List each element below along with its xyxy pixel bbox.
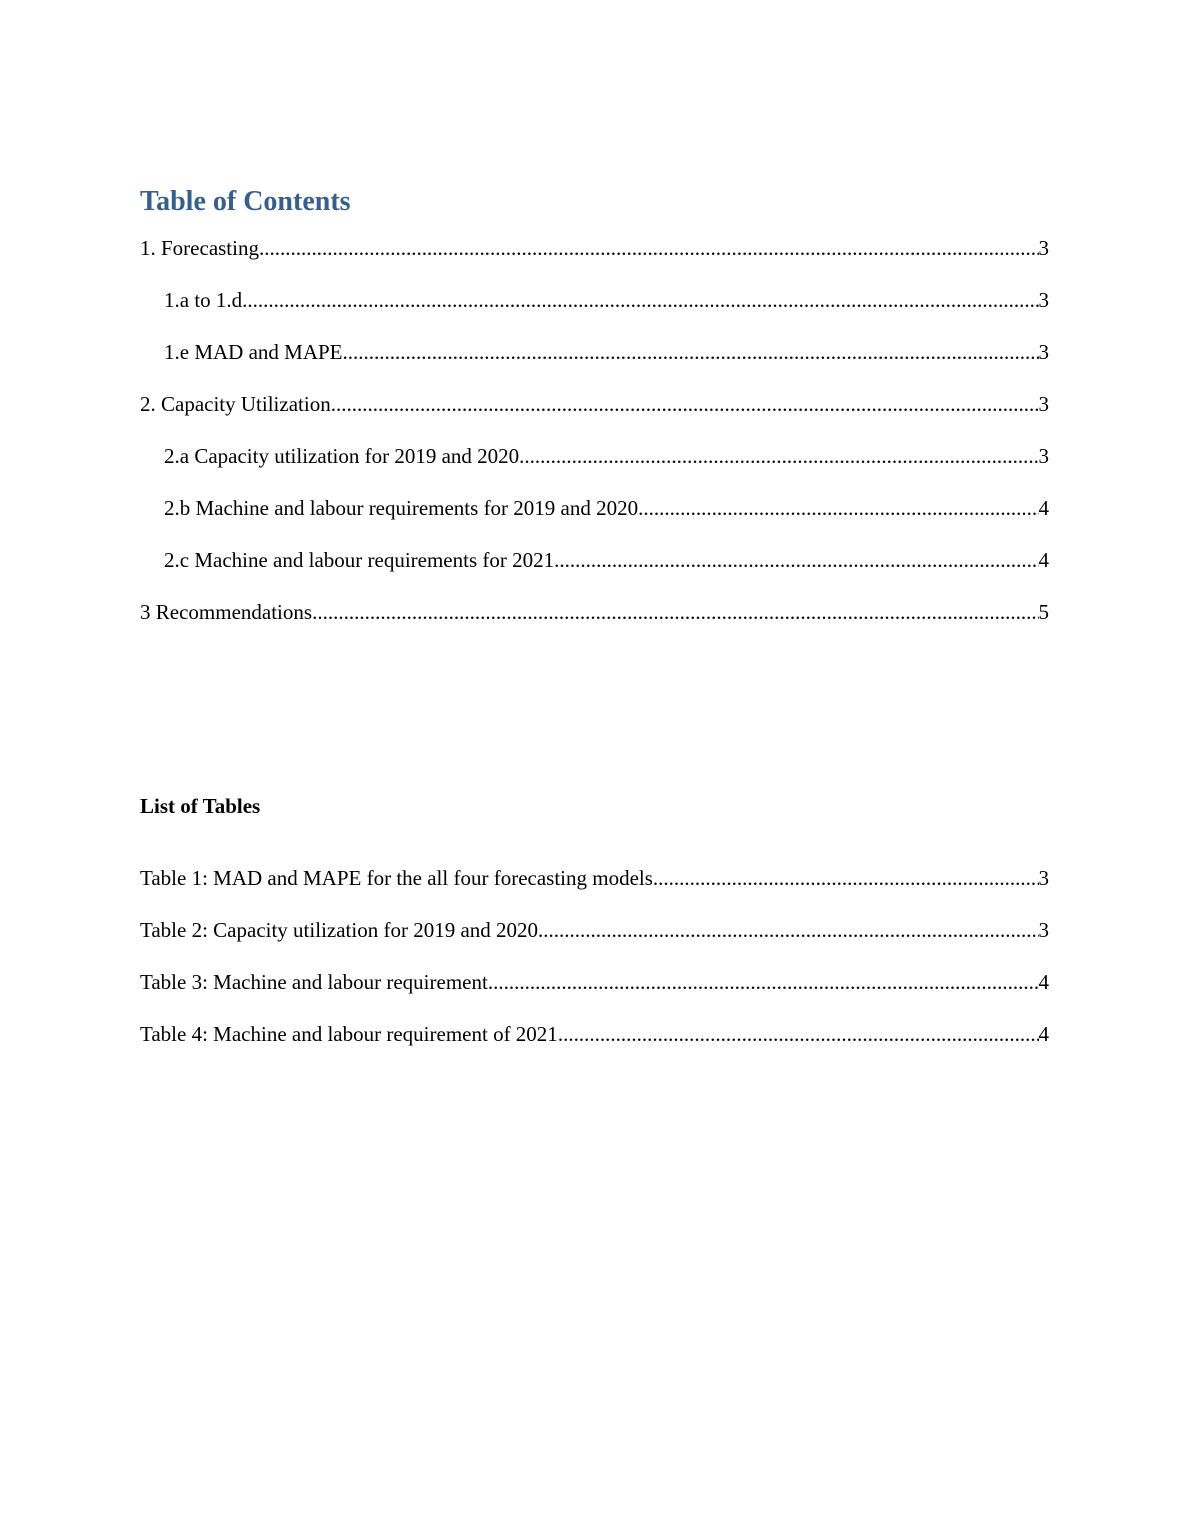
lot-entry-title: Table 1: MAD and MAPE for the all four forecasting models: [140, 866, 653, 890]
toc-entry-2b[interactable]: [164, 494, 1049, 522]
toc-entry-title: 2.a Capacity utilization for 2019 and 2020: [164, 444, 520, 468]
toc-entry-title: 2. Capacity Utilization: [140, 392, 331, 416]
lot-entry-table-2[interactable]: [140, 916, 1049, 944]
dot-leader: [331, 390, 1039, 418]
dot-leader: [259, 234, 1039, 262]
toc-entry-1e-mad-mape[interactable]: [164, 338, 1049, 366]
lot-entry-title: Table 2: Capacity utilization for 2019 and 2020: [140, 918, 539, 942]
toc-entry-2c[interactable]: [164, 546, 1049, 574]
toc-entry-2a[interactable]: [164, 442, 1049, 470]
lot-entry-page-number: 3: [1038, 918, 1049, 942]
dot-leader: [343, 338, 1039, 366]
toc-entry-page-number: 3: [1038, 288, 1049, 312]
toc-entry-forecasting[interactable]: [140, 234, 1049, 262]
dot-leader: [242, 286, 1038, 314]
toc-entry-page-number: 3: [1038, 340, 1049, 364]
lot-entry-page-number: 3: [1038, 866, 1049, 890]
dot-leader: [558, 1020, 1039, 1048]
toc-entry-title: 1.a to 1.d: [164, 288, 243, 312]
toc-entry-page-number: 3: [1038, 236, 1049, 260]
toc-entry-title: 2.c Machine and labour requirements for 2021: [164, 548, 555, 572]
toc-entry-title: 1.e MAD and MAPE: [164, 340, 343, 364]
lot-entry-table-1[interactable]: [140, 864, 1049, 892]
lot-entry-title: Table 3: Machine and labour requirement: [140, 970, 488, 994]
list-of-tables-heading: List of Tables: [140, 794, 261, 818]
dot-leader: [554, 546, 1038, 574]
lot-entry-table-3[interactable]: [140, 968, 1049, 996]
dot-leader: [488, 968, 1039, 996]
toc-entry-capacity-utilization[interactable]: [140, 390, 1049, 418]
toc-entry-page-number: 5: [1038, 600, 1049, 624]
lot-entry-page-number: 4: [1038, 970, 1049, 994]
lot-entry-title: Table 4: Machine and labour requirement of 2021: [140, 1022, 558, 1046]
lot-entry-page-number: 4: [1038, 1022, 1049, 1046]
toc-entry-title: 1. Forecasting: [140, 236, 259, 260]
toc-entry-page-number: 3: [1038, 392, 1049, 416]
dot-leader: [538, 916, 1038, 944]
toc-entry-page-number: 4: [1038, 548, 1049, 572]
toc-entry-recommendations[interactable]: [140, 598, 1049, 626]
dot-leader: [312, 598, 1038, 626]
toc-entry-title: 2.b Machine and labour requirements for 2019 and 2020: [164, 496, 639, 520]
dot-leader: [638, 494, 1038, 522]
lot-entry-table-4[interactable]: [140, 1020, 1049, 1048]
toc-entry-page-number: 4: [1038, 496, 1049, 520]
toc-entry-title: 3 Recommendations: [140, 600, 313, 624]
dot-leader: [653, 864, 1039, 892]
toc-entry-1a-to-1d[interactable]: [164, 286, 1049, 314]
dot-leader: [519, 442, 1038, 470]
toc-heading: Table of Contents: [140, 186, 351, 217]
toc-entry-page-number: 3: [1038, 444, 1049, 468]
